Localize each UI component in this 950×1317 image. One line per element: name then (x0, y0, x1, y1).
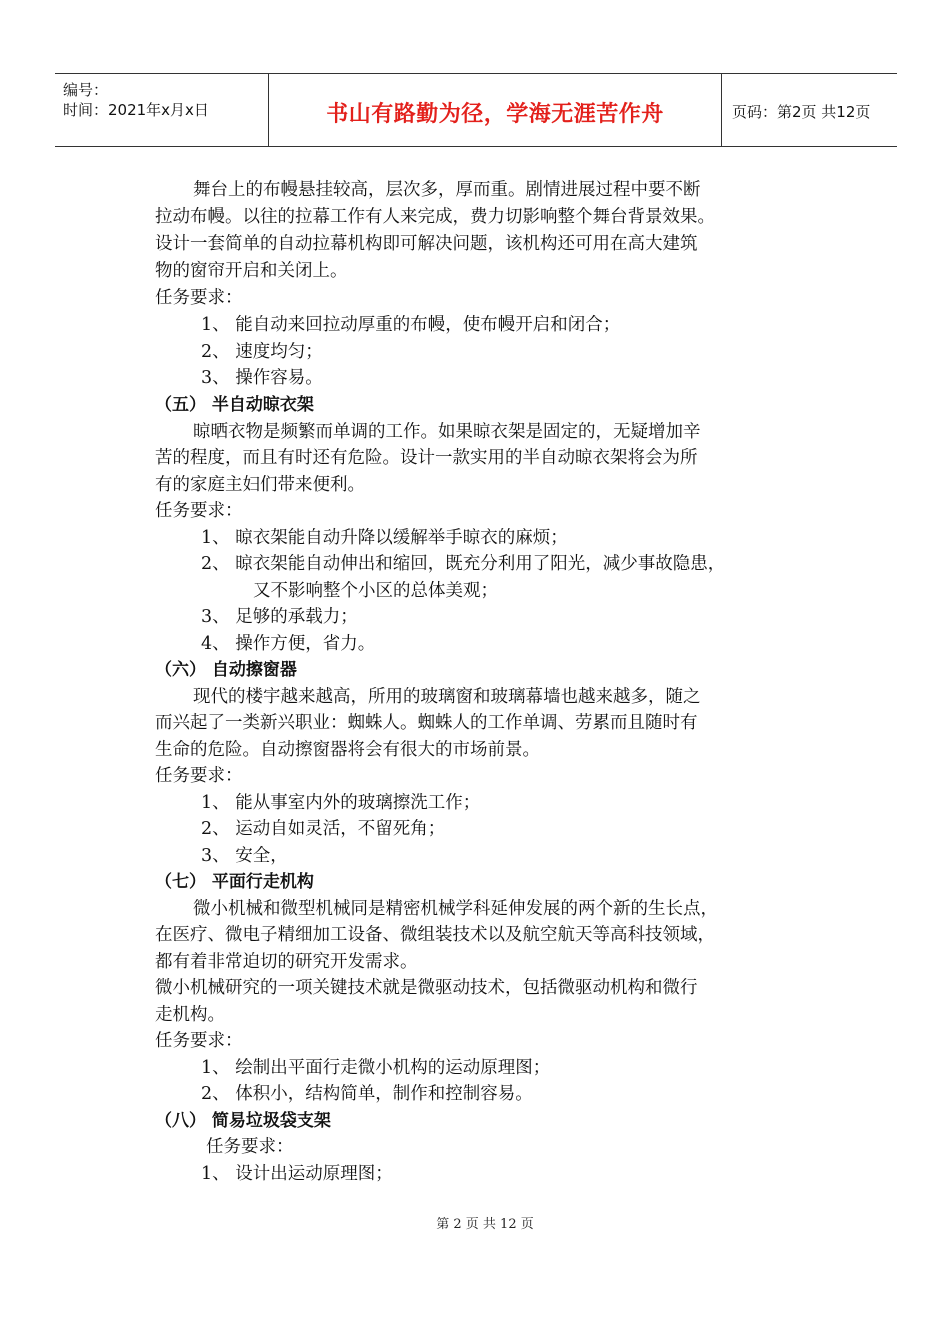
list-item: 2、 运动自如灵活，不留死角； (201, 819, 446, 839)
body-line: 任务要求： (155, 288, 243, 308)
list-item-continuation: 又不影响整个小区的总体美观； (253, 581, 498, 601)
list-item: 3、 操作容易。 (201, 368, 323, 388)
body-line: 微小机械研究的一项关键技术就是微驱动技术，包括微驱动机构和微行 (155, 978, 698, 998)
body-line: 生命的危险。自动擦窗器将会有很大的市场前景。 (155, 740, 540, 760)
list-item: 1、 绘制出平面行走微小机构的运动原理图； (201, 1058, 551, 1078)
body-line: 任务要求： (155, 501, 243, 521)
list-item: 2、 速度均匀； (201, 342, 323, 362)
number-label: 编号： (63, 81, 109, 99)
body-line: 任务要求： (206, 1137, 294, 1157)
body-line: 拉动布幔。以往的拉幕工作有人来完成，费力切影响整个舞台背景效果。 (155, 207, 715, 227)
body-line: 都有着非常迫切的研究开发需求。 (155, 952, 418, 972)
body-line: 设计一套简单的自动拉幕机构即可解决问题，该机构还可用在高大建筑 (155, 234, 698, 254)
section-heading: （六） 自动擦窗器 (155, 660, 297, 680)
list-item: 1、 能自动来回拉动厚重的布幔，使布幔开启和闭合； (201, 315, 621, 335)
section-heading: （七） 平面行走机构 (155, 872, 314, 892)
body-line: 物的窗帘开启和关闭上。 (155, 261, 348, 281)
body-line: 走机构。 (155, 1005, 225, 1025)
list-item: 4、 操作方便，省力。 (201, 634, 376, 654)
body-line: 微小机械和微型机械同是精密机械学科延伸发展的两个新的生长点， (193, 899, 718, 919)
date-label: 时间：2021年x月x日 (63, 101, 209, 119)
body-line: 苦的程度，而且有时还有危险。设计一款实用的半自动晾衣架将会为所 (155, 448, 698, 468)
body-line: 任务要求： (155, 1031, 243, 1051)
body-line: 舞台上的布幔悬挂较高，层次多，厚而重。剧情进展过程中要不断 (193, 180, 701, 200)
list-item: 2、 体积小，结构简单，制作和控制容易。 (201, 1084, 533, 1104)
list-item: 3、 安全， (201, 846, 288, 866)
page-footer: 第 2 页 共 12 页 (436, 1217, 534, 1232)
list-item: 1、 能从事室内外的玻璃擦洗工作； (201, 793, 481, 813)
list-item: 2、 晾衣架能自动伸出和缩回，既充分利用了阳光，减少事故隐患， (201, 554, 726, 574)
header-motto: 书山有路勤为径，学海无涯苦作舟 (326, 102, 664, 127)
body-line: 而兴起了一类新兴职业：蜘蛛人。蜘蛛人的工作单调、劳累而且随时有 (155, 713, 698, 733)
body-line: 有的家庭主妇们带来便利。 (155, 475, 365, 495)
body-line: 现代的楼宇越来越高，所用的玻璃窗和玻璃幕墙也越来越多，随之 (193, 687, 701, 707)
list-item: 1、 设计出运动原理图； (201, 1164, 393, 1184)
header-page-info: 页码：第2页 共12页 (732, 103, 871, 121)
section-heading: （五） 半自动晾衣架 (155, 395, 314, 415)
body-line: 晾晒衣物是频繁而单调的工作。如果晾衣架是固定的，无疑增加辛 (193, 422, 701, 442)
body-line: 任务要求： (155, 766, 243, 786)
section-heading: （八） 简易垃圾袋支架 (155, 1111, 331, 1131)
list-item: 1、 晾衣架能自动升降以缓解举手晾衣的麻烦； (201, 528, 568, 548)
list-item: 3、 足够的承载力； (201, 607, 358, 627)
body-line: 在医疗、微电子精细加工设备、微组装技术以及航空航天等高科技领域， (155, 925, 715, 945)
